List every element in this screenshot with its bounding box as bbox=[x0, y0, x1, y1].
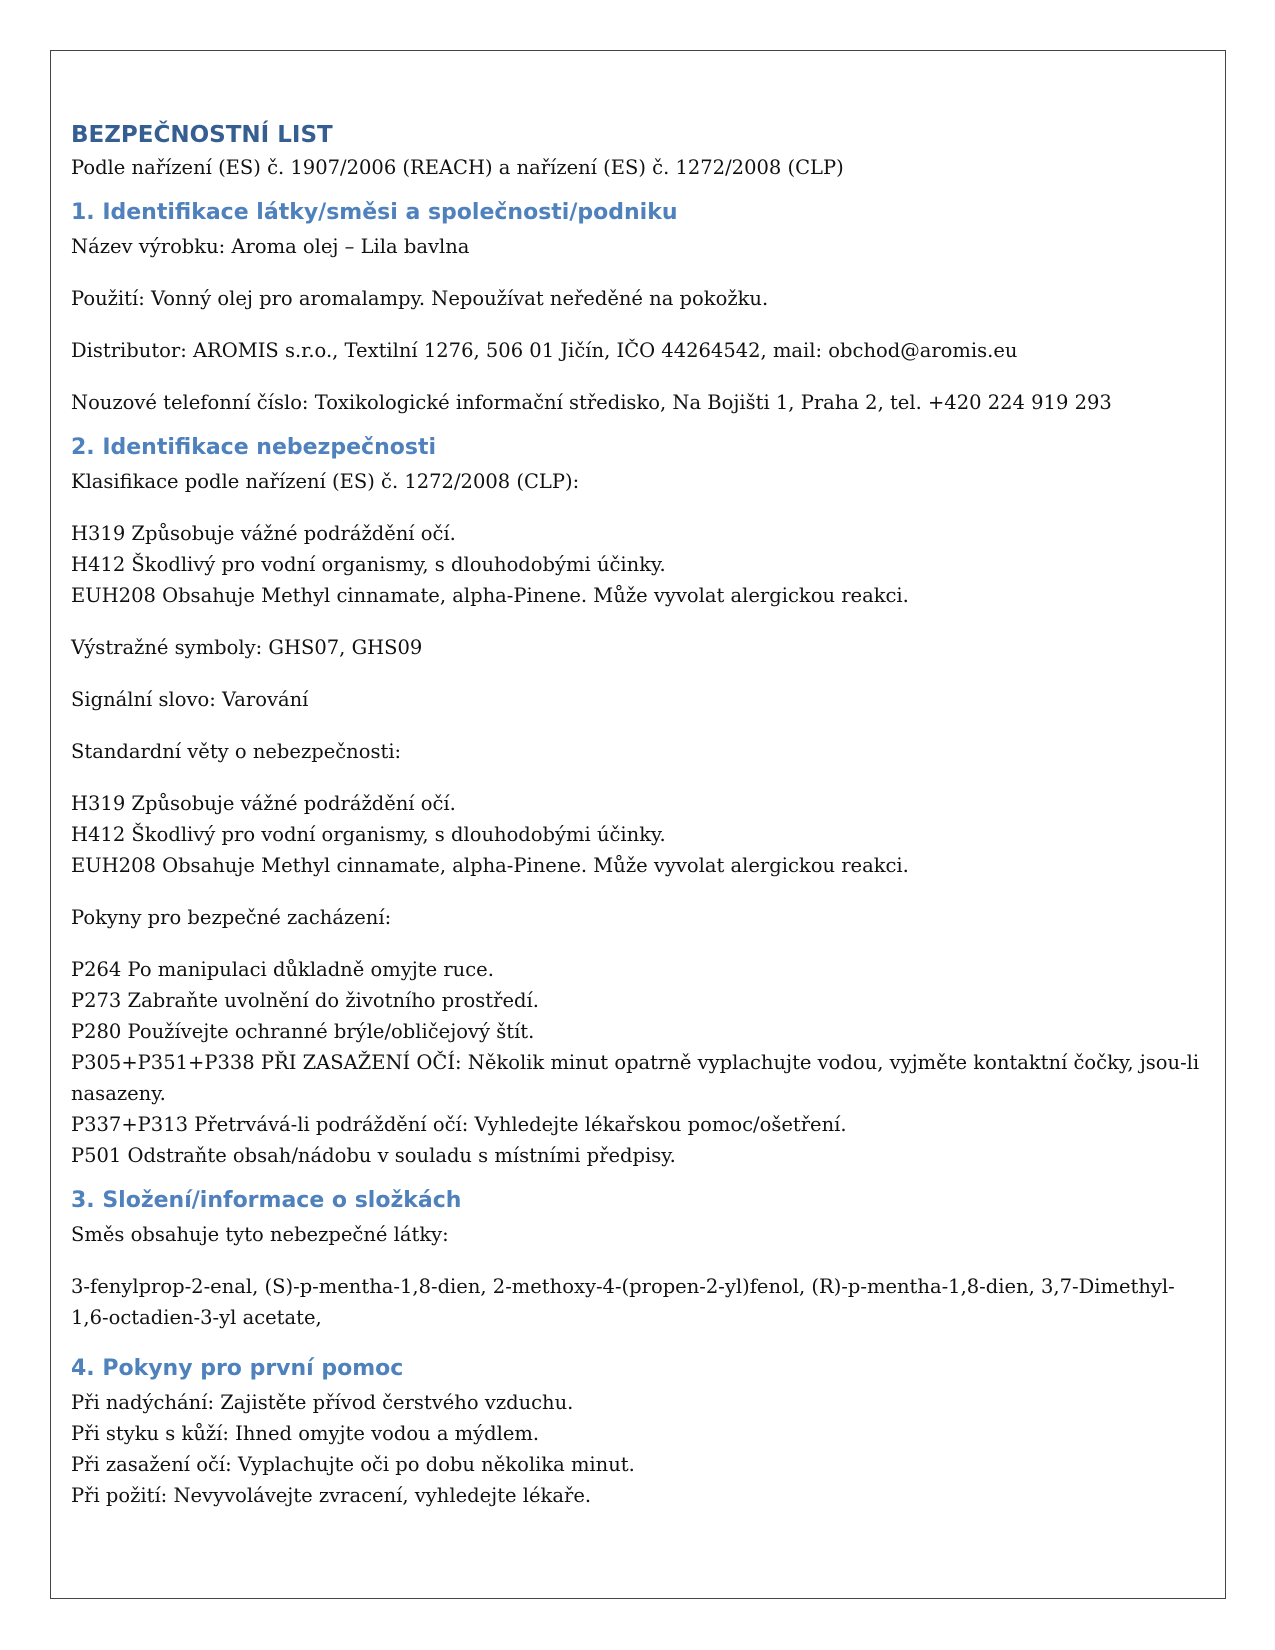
first-aid-list bbox=[71, 1387, 1201, 1511]
distributor-info: Distributor: AROMIS s.r.o., Textilní 1276, 506 01 Jičín, IČO 44264542, mail: obchod@aromis.eu bbox=[71, 339, 1018, 362]
precaution-item: P280 Používejte ochranné brýle/obličejový štít. bbox=[71, 1020, 535, 1043]
precaution-item: P501 Odstraňte obsah/nádobu v souladu s místními předpisy. bbox=[71, 1144, 676, 1167]
precaution-label: Pokyny pro bezpečné zacházení: bbox=[71, 906, 392, 929]
composition-intro: Směs obsahuje tyto nebezpečné látky: bbox=[71, 1223, 449, 1246]
precaution-item: P305+P351+P338 PŘI ZASAŽENÍ OČÍ: Několik minut opatrně vyplachujte vodou, vyjměte kontaktní čočky, jsou-li nasazeny. bbox=[71, 1051, 1200, 1105]
first-aid-item: Při nadýchání: Zajistěte přívod čerstvého vzduchu. bbox=[71, 1391, 574, 1414]
section-3-heading: 3. Složení/informace o složkách bbox=[71, 1188, 462, 1213]
precaution-item: P337+P313 Přetrvává-li podráždění očí: Vyhledejte lékařskou pomoc/ošetření. bbox=[71, 1113, 847, 1136]
emergency-phone: Nouzové telefonní číslo: Toxikologické informační středisko, Na Bojišti 1, Praha 2, tel. +420 224 919 293 bbox=[71, 391, 1112, 414]
classification-item: H319 Způsobuje vážné podráždění očí. bbox=[71, 522, 456, 545]
product-name: Název výrobku: Aroma olej – Lila bavlna bbox=[71, 235, 470, 258]
warning-symbols: Výstražné symboly: GHS07, GHS09 bbox=[71, 636, 423, 659]
precaution-item: P273 Zabraňte uvolnění do životního prostředí. bbox=[71, 989, 539, 1012]
first-aid-item: Při zasažení očí: Vyplachujte oči po dobu několika minut. bbox=[71, 1453, 635, 1476]
document-body bbox=[71, 118, 1201, 1511]
hazard-label: Standardní věty o nebezpečnosti: bbox=[71, 740, 402, 763]
product-usage: Použití: Vonný olej pro aromalampy. Nepoužívat neředěné na pokožku. bbox=[71, 287, 769, 310]
document-subtitle: Podle nařízení (ES) č. 1907/2006 (REACH) a nařízení (ES) č. 1272/2008 (CLP) bbox=[71, 156, 844, 179]
precaution-item: P264 Po manipulaci důkladně omyjte ruce. bbox=[71, 958, 494, 981]
document-title: BEZPEČNOSTNÍ LIST bbox=[71, 122, 333, 148]
classification-item: EUH208 Obsahuje Methyl cinnamate, alpha-Pinene. Může vyvolat alergickou reakci. bbox=[71, 584, 909, 607]
hazard-list bbox=[71, 788, 1201, 881]
hazard-item: EUH208 Obsahuje Methyl cinnamate, alpha-Pinene. Může vyvolat alergickou reakci. bbox=[71, 854, 909, 877]
hazard-item: H319 Způsobuje vážné podráždění očí. bbox=[71, 792, 456, 815]
first-aid-item: Při styku s kůží: Ihned omyjte vodou a mýdlem. bbox=[71, 1422, 540, 1445]
substance-list: 3-fenylprop-2-enal, (S)-p-mentha-1,8-dien, 2-methoxy-4-(propen-2-yl)fenol, (R)-p-mentha-1,8-dien, 3,7-Dimethyl-1,6-octadien-3-yl acetate, bbox=[71, 1275, 1175, 1329]
section-2-heading: 2. Identifikace nebezpečnosti bbox=[71, 435, 436, 460]
classification-label: Klasifikace podle nařízení (ES) č. 1272/2008 (CLP): bbox=[71, 470, 580, 493]
section-4-heading: 4. Pokyny pro první pomoc bbox=[71, 1356, 404, 1381]
section-1-heading: 1. Identifikace látky/směsi a společnosti/podniku bbox=[71, 200, 678, 225]
classification-item: H412 Škodlivý pro vodní organismy, s dlouhodobými účinky. bbox=[71, 553, 666, 576]
hazard-item: H412 Škodlivý pro vodní organismy, s dlouhodobými účinky. bbox=[71, 823, 666, 846]
precaution-list bbox=[71, 954, 1201, 1171]
first-aid-item: Při požití: Nevyvolávejte zvracení, vyhledejte lékaře. bbox=[71, 1484, 592, 1507]
signal-word: Signální slovo: Varování bbox=[71, 688, 309, 711]
classification-list bbox=[71, 518, 1201, 611]
